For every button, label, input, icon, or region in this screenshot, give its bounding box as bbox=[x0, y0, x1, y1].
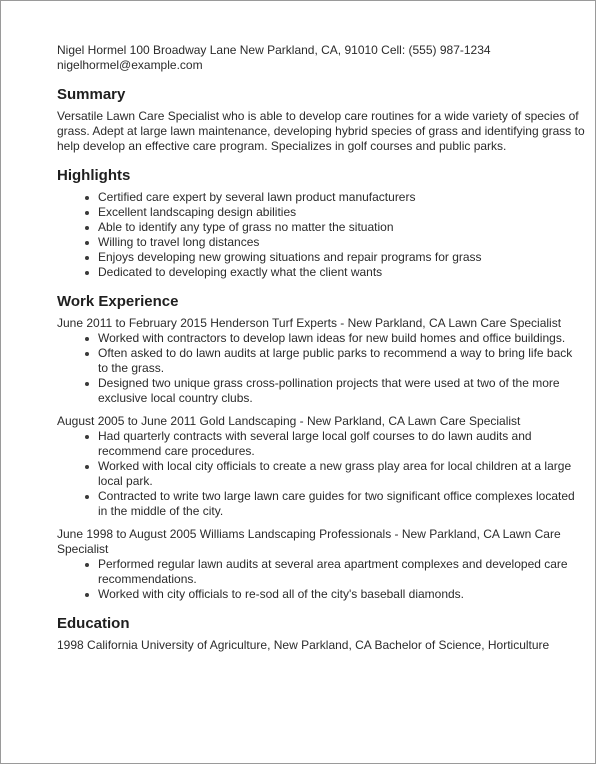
job-bullet: Worked with contractors to develop lawn ideas for new build homes and office buildings. bbox=[98, 331, 585, 346]
contact-email: nigelhormel@example.com bbox=[57, 58, 203, 72]
job-bullet: Had quarterly contracts with several large local golf courses to do lawn audits and recommend care procedures. bbox=[98, 429, 585, 459]
job-bullets bbox=[57, 557, 585, 602]
summary-heading: Summary bbox=[57, 86, 126, 103]
job-bullet: Designed two unique grass cross-pollination projects that were used at two of the more exclusive local country clubs. bbox=[98, 376, 585, 406]
highlight-item: Enjoys developing new growing situations and repair programs for grass bbox=[98, 250, 585, 265]
job-bullet: Worked with local city officials to create a new grass play area for local children at a large local park. bbox=[98, 459, 585, 489]
highlight-item: Willing to travel long distances bbox=[98, 235, 585, 250]
highlights-heading: Highlights bbox=[57, 167, 131, 184]
highlight-item: Certified care expert by several lawn product manufacturers bbox=[98, 190, 585, 205]
highlight-item: Excellent landscaping design abilities bbox=[98, 205, 585, 220]
job-title: June 1998 to August 2005 Williams Landscaping Professionals - New Parkland, CA Lawn Care Specialist bbox=[57, 527, 561, 556]
education-text: 1998 California University of Agriculture, New Parkland, CA Bachelor of Science, Horticulture bbox=[57, 638, 550, 652]
job-title: June 2011 to February 2015 Henderson Turf Experts - New Parkland, CA Lawn Care Specialist bbox=[57, 316, 562, 330]
job-bullet: Performed regular lawn audits at several area apartment complexes and developed care recommendations. bbox=[98, 557, 585, 587]
work-experience-heading: Work Experience bbox=[57, 293, 179, 310]
highlight-item: Dedicated to developing exactly what the client wants bbox=[98, 265, 585, 280]
education-heading: Education bbox=[57, 615, 130, 632]
resume-content bbox=[57, 43, 585, 653]
contact-line: Nigel Hormel 100 Broadway Lane New Parkland, CA, 91010 Cell: (555) 987-1234 bbox=[57, 43, 491, 57]
contact-section bbox=[57, 43, 585, 73]
job-title: August 2005 to June 2011 Gold Landscaping - New Parkland, CA Lawn Care Specialist bbox=[57, 414, 521, 428]
summary-text: Versatile Lawn Care Specialist who is able to develop care routines for a wide variety of species of grass. Adept at large lawn maintenance, developing hybrid species of grass and identifying grass to help develop an effective care program. Specializes in golf courses and public parks. bbox=[57, 109, 585, 153]
job-bullet: Worked with city officials to re-sod all of the city's baseball diamonds. bbox=[98, 587, 585, 602]
job-bullet: Contracted to write two large lawn care guides for two significant office complexes located in the middle of the city. bbox=[98, 489, 585, 519]
job-bullet: Often asked to do lawn audits at large public parks to recommend a way to bring life back to the grass. bbox=[98, 346, 585, 376]
highlights-list bbox=[57, 190, 585, 280]
job-bullets bbox=[57, 429, 585, 519]
highlight-item: Able to identify any type of grass no matter the situation bbox=[98, 220, 585, 235]
job-bullets bbox=[57, 331, 585, 406]
